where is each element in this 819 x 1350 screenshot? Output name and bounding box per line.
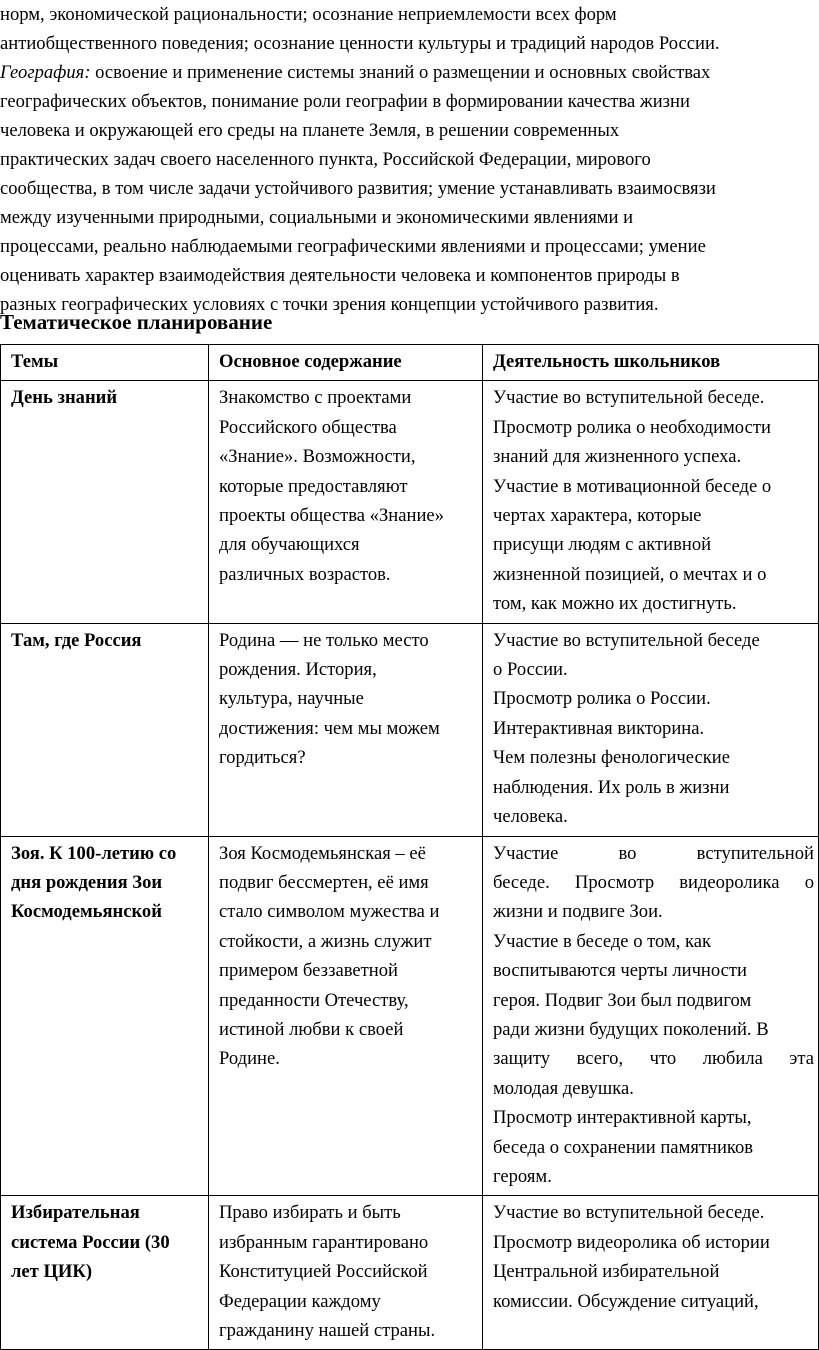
cell-line: для обучающихся bbox=[219, 534, 360, 556]
intro-paragraph bbox=[0, 0, 812, 319]
cell-line: о России. bbox=[493, 659, 568, 681]
text-line: антиобщественного поведения; осознание ценности культуры и традиций народов России. bbox=[0, 33, 720, 54]
cell-line: Просмотр интерактивной карты, bbox=[493, 1107, 752, 1129]
cell-line: культура, научные bbox=[219, 688, 364, 710]
cell-line: Участие в мотивационной беседе о bbox=[493, 475, 772, 497]
cell-line: Родина — не только место bbox=[219, 629, 429, 651]
cell-line: ради жизни будущих поколений. В bbox=[493, 1018, 769, 1040]
cell-line: Избирательная bbox=[11, 1202, 140, 1224]
cell-line: Участие во вступительной bbox=[493, 842, 814, 864]
cell-line: примером беззаветной bbox=[219, 960, 398, 982]
text-line: процессами, реально наблюдаемыми географическими явлениями и процессами; умение bbox=[0, 236, 706, 257]
table-row bbox=[1, 381, 819, 623]
cell-line: комиссии. Обсуждение ситуаций, bbox=[493, 1290, 759, 1312]
column-header-topics: Темы bbox=[1, 345, 209, 381]
activity-cell bbox=[483, 836, 819, 1196]
cell-line: молодая девушка. bbox=[493, 1077, 634, 1099]
content-cell bbox=[209, 623, 483, 836]
cell-line: гордиться? bbox=[219, 747, 306, 769]
cell-line: Просмотр ролика о России. bbox=[493, 688, 711, 710]
cell-line: Федерации каждому bbox=[219, 1290, 381, 1312]
cell-line: Центральной избирательной bbox=[493, 1261, 720, 1283]
content-cell bbox=[209, 836, 483, 1196]
cell-line: Российского общества bbox=[219, 416, 397, 438]
cell-line: дня рождения Зои bbox=[11, 871, 163, 893]
cell-line: Интерактивная викторина. bbox=[493, 717, 705, 739]
cell-line: День знаний bbox=[11, 387, 118, 409]
activity-cell bbox=[483, 623, 819, 836]
cell-line: воспитываются черты личности bbox=[493, 960, 747, 982]
cell-line: Участие во вступительной беседе bbox=[493, 629, 760, 651]
cell-line: Участие во вступительной беседе. bbox=[493, 1202, 765, 1224]
cell-line: наблюдения. Их роль в жизни bbox=[493, 776, 730, 798]
activity-cell bbox=[483, 1196, 819, 1350]
text-line: сообщества, в том числе задачи устойчивого развития; умение устанавливать взаимосвязи bbox=[0, 178, 716, 199]
cell-line: героя. Подвиг Зои был подвигом bbox=[493, 989, 752, 1011]
cell-line: Просмотр ролика о необходимости bbox=[493, 416, 771, 438]
text-line: оценивать характер взаимодействия деятельности человека и компонентов природы в bbox=[0, 265, 680, 286]
cell-line: человека. bbox=[493, 806, 568, 828]
content-cell bbox=[209, 381, 483, 623]
cell-line: Чем полезны фенологические bbox=[493, 747, 730, 769]
topic-cell bbox=[1, 381, 209, 623]
cell-line: присущи людям с активной bbox=[493, 534, 712, 556]
cell-line: стойкости, а жизнь служит bbox=[219, 930, 432, 952]
cell-line: Знакомство с проектами bbox=[219, 387, 412, 409]
table-header-row bbox=[1, 345, 819, 381]
cell-line: Зоя Космодемьянская – её bbox=[219, 842, 426, 864]
cell-line: избранным гарантировано bbox=[219, 1231, 429, 1253]
topic-cell bbox=[1, 623, 209, 836]
cell-line: стало символом мужества и bbox=[219, 901, 440, 923]
text-line bbox=[0, 58, 812, 87]
cell-line: система России (30 bbox=[11, 1231, 170, 1253]
cell-line: «Знание». Возможности, bbox=[219, 446, 416, 468]
cell-line: гражданину нашей страны. bbox=[219, 1320, 436, 1341]
cell-line: жизненной позицией, о мечтах и о bbox=[493, 563, 767, 585]
column-header-content: Основное содержание bbox=[209, 345, 483, 381]
table-row bbox=[1, 836, 819, 1196]
cell-line: Участие во вступительной беседе. bbox=[493, 387, 765, 409]
cell-line: героям. bbox=[493, 1165, 552, 1187]
section-heading: Тематическое планирование bbox=[0, 310, 273, 334]
text-line: географических объектов, понимание роли географии в формировании качества жизни bbox=[0, 91, 690, 112]
text-line: между изученными природными, социальными и экономическими явлениями и bbox=[0, 207, 634, 228]
cell-line: подвиг бессмертен, её имя bbox=[219, 871, 429, 893]
cell-line: преданности Отечеству, bbox=[219, 989, 409, 1011]
content-cell bbox=[209, 1196, 483, 1350]
text-line: разных географических условиях с точки зрения концепции устойчивого развития. bbox=[0, 294, 659, 315]
cell-line: чертах характера, которые bbox=[493, 505, 702, 527]
cell-line: Космодемьянской bbox=[11, 901, 162, 923]
table-body bbox=[1, 381, 819, 1350]
cell-line: Просмотр видеоролика об истории bbox=[493, 1231, 770, 1253]
column-header-activity: Деятельность школьников bbox=[483, 345, 819, 381]
cell-line: лет ЦИК) bbox=[11, 1261, 93, 1283]
text-line: человека и окружающей его среды на планете Земля, в решении современных bbox=[0, 120, 620, 141]
topic-cell bbox=[1, 1196, 209, 1350]
cell-line: которые предоставляют bbox=[219, 475, 408, 497]
cell-line: различных возрастов. bbox=[219, 563, 391, 585]
topic-cell bbox=[1, 836, 209, 1196]
cell-line: рождения. История, bbox=[219, 659, 377, 681]
cell-line: жизни и подвиге Зои. bbox=[493, 901, 663, 923]
thematic-planning-table bbox=[0, 344, 819, 1350]
activity-cell bbox=[483, 381, 819, 623]
geography-text: освоение и применение системы знаний о размещении и основных свойствах bbox=[90, 62, 711, 83]
cell-line: достижения: чем мы можем bbox=[219, 717, 440, 739]
cell-line: том, как можно их достигнуть. bbox=[493, 593, 737, 615]
cell-line: беседе. Просмотр видеоролика о bbox=[493, 871, 814, 893]
text-line: практических задач своего населенного пункта, Российской Федерации, мирового bbox=[0, 149, 651, 170]
cell-line: истиной любви к своей bbox=[219, 1018, 404, 1040]
cell-line: проекты общества «Знание» bbox=[219, 505, 444, 527]
cell-line: защиту всего, что любила эта bbox=[493, 1048, 814, 1070]
table-row bbox=[1, 623, 819, 836]
cell-line: Там, где Россия bbox=[11, 629, 142, 651]
text-line: норм, экономической рациональности; осознание неприемлемости всех форм bbox=[0, 4, 617, 25]
table-row bbox=[1, 1196, 819, 1350]
cell-line: Конституцией Российской bbox=[219, 1261, 428, 1283]
cell-line: знаний для жизненного успеха. bbox=[493, 446, 742, 468]
geography-label: География: bbox=[0, 62, 91, 83]
cell-line: Участие в беседе о том, как bbox=[493, 930, 712, 952]
cell-line: Зоя. К 100-летию со bbox=[11, 842, 177, 864]
cell-line: Родине. bbox=[219, 1048, 280, 1070]
cell-line: Право избирать и быть bbox=[219, 1202, 401, 1224]
cell-line: беседа о сохранении памятников bbox=[493, 1136, 754, 1158]
